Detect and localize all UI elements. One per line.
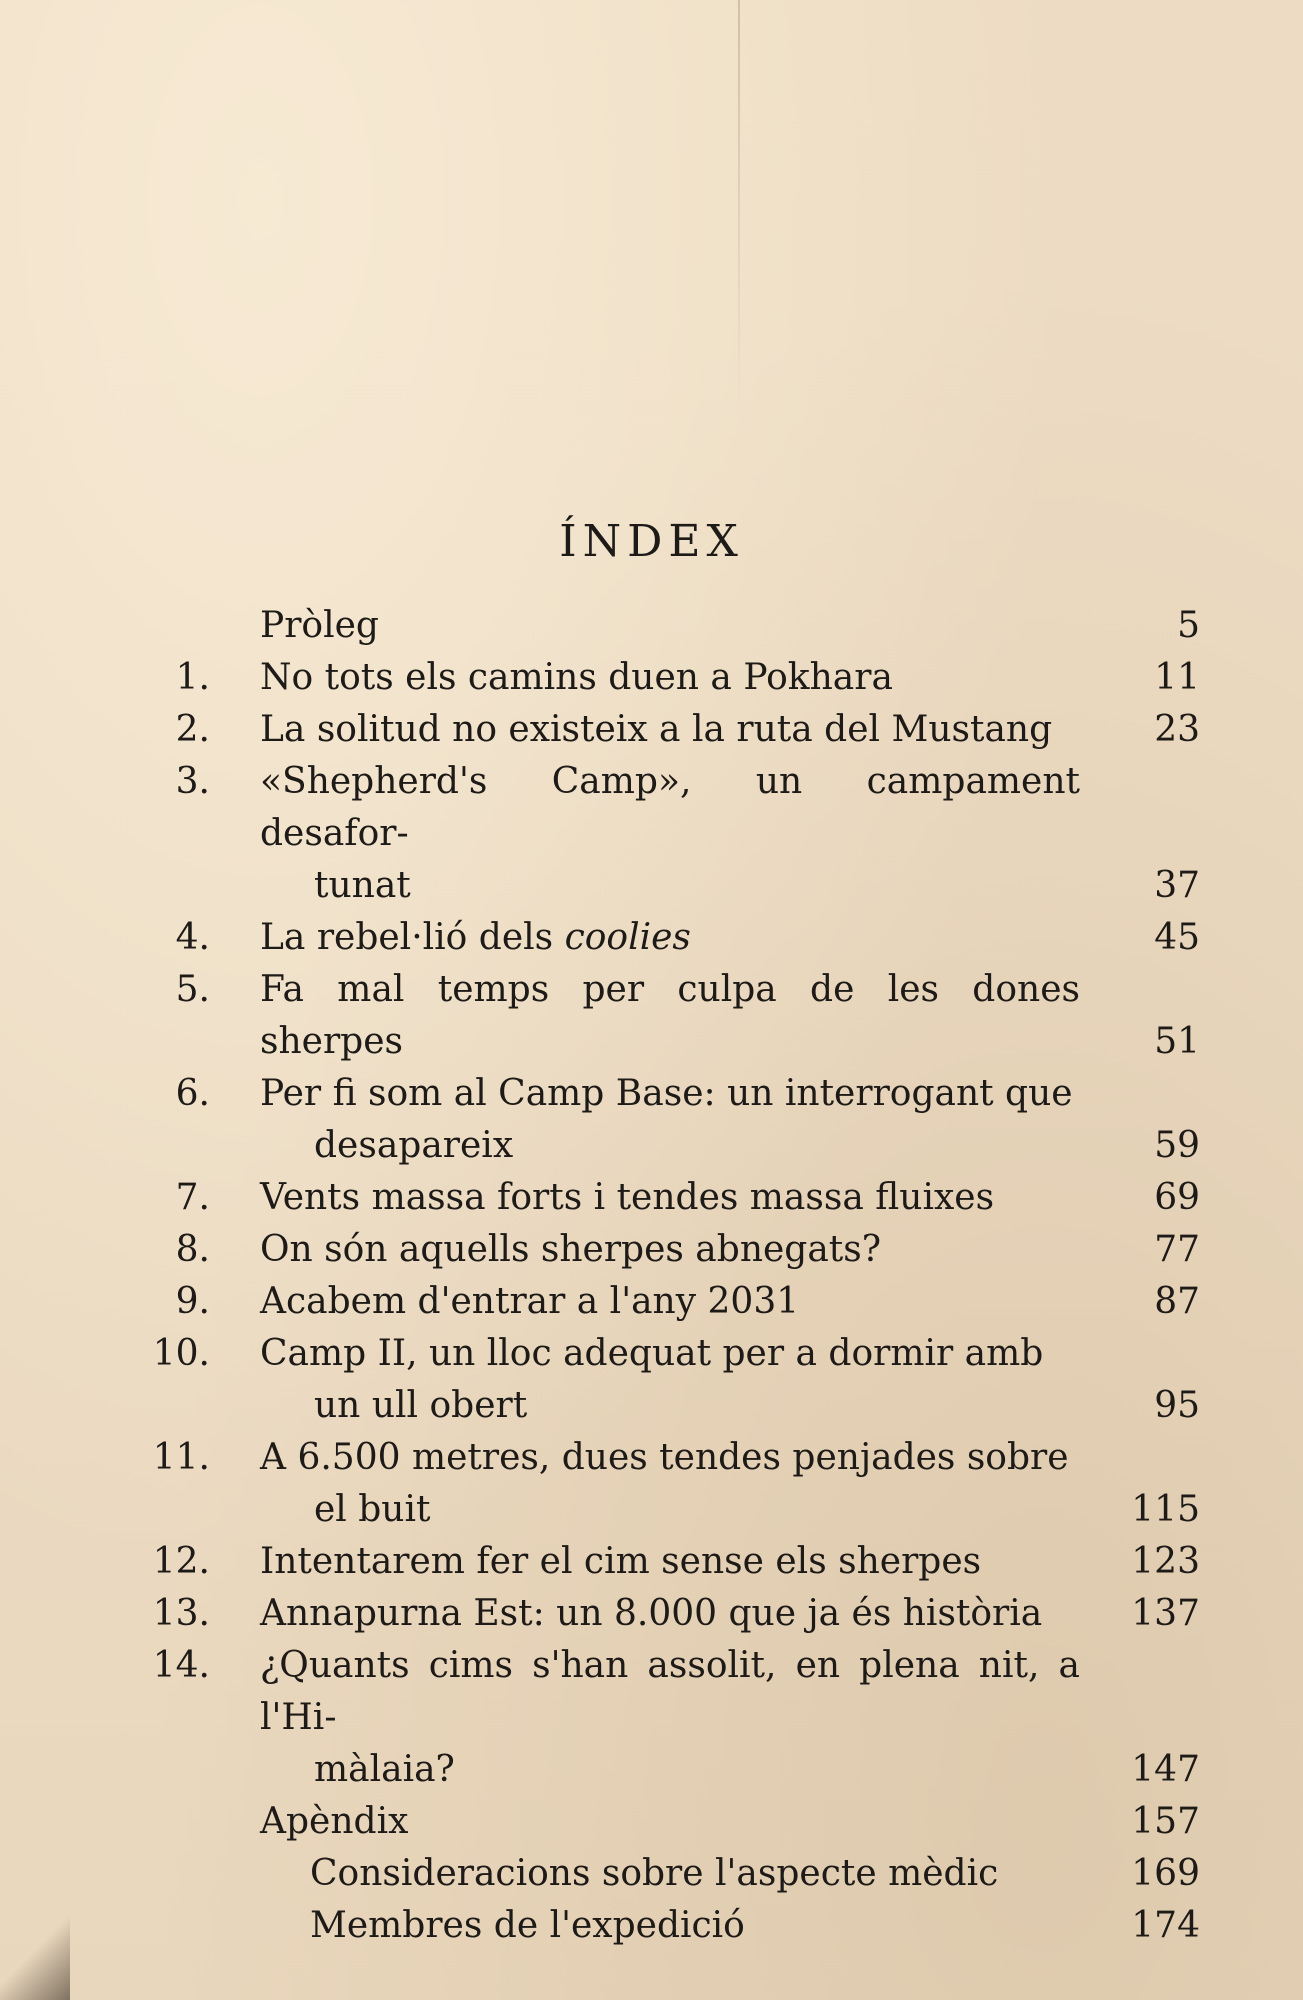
page-corner-shadow <box>0 1880 70 2000</box>
entry-page-number: 174 <box>1131 1905 1200 1946</box>
toc-entry-1 <box>150 652 1200 704</box>
entry-number: 6. <box>175 1073 210 1114</box>
entry-number: 10. <box>152 1333 210 1374</box>
entry-title: ¿Quants cims s'han assolit, en plena nit, a l'Hi- màlaia? <box>260 1640 1080 1796</box>
toc-entry-13 <box>150 1588 1200 1640</box>
toc-entry-medical <box>150 1848 1200 1900</box>
entry-title: Membres de l'expedició <box>310 1905 745 1946</box>
entry-page-number: 115 <box>1131 1489 1200 1530</box>
entry-title: Per fi som al Camp Base: un interrogant que desapareix <box>260 1068 1080 1172</box>
entry-page-number: 157 <box>1131 1801 1200 1842</box>
entry-number: 9. <box>175 1281 210 1322</box>
entry-title-continuation: el buit <box>314 1489 431 1530</box>
entry-number: 8. <box>175 1229 210 1270</box>
entry-title: A 6.500 metres, dues tendes penjades sobre el buit <box>260 1432 1080 1536</box>
entry-title-continuation: desapareix <box>314 1125 514 1166</box>
entry-page-number: 69 <box>1154 1177 1200 1218</box>
toc-entry-2 <box>150 704 1200 756</box>
entry-page-number: 23 <box>1154 709 1200 750</box>
entry-title: Intentarem fer el cim sense els sherpes <box>260 1541 982 1582</box>
index-title: ÍNDEX <box>559 516 744 567</box>
entry-title: On són aquells sherpes abnegats? <box>260 1229 882 1270</box>
table-of-contents <box>150 600 1200 1952</box>
toc-entry-6 <box>150 1068 1200 1172</box>
entry-page-number: 37 <box>1154 865 1200 906</box>
toc-entry-10 <box>150 1328 1200 1432</box>
entry-number: 11. <box>152 1437 210 1478</box>
entry-page-number: 169 <box>1131 1853 1200 1894</box>
entry-title: Vents massa forts i tendes massa fluixes <box>260 1177 995 1218</box>
entry-page-number: 59 <box>1154 1125 1200 1166</box>
entry-number: 2. <box>175 709 210 750</box>
entry-page-number: 87 <box>1154 1281 1200 1322</box>
toc-entry-9 <box>150 1276 1200 1328</box>
entry-number: 13. <box>152 1593 210 1634</box>
entry-page-number: 137 <box>1131 1593 1200 1634</box>
entry-title: Consideracions sobre l'aspecte mèdic <box>310 1853 999 1894</box>
entry-title-continuation: màlaia? <box>314 1749 455 1790</box>
page-fold-line <box>738 0 740 420</box>
toc-entry-14 <box>150 1640 1200 1796</box>
entry-page-number: 123 <box>1131 1541 1200 1582</box>
entry-page-number: 77 <box>1154 1229 1200 1270</box>
entry-title-continuation: un ull obert <box>314 1385 528 1426</box>
entry-number: 5. <box>175 969 210 1010</box>
entry-number: 3. <box>175 761 210 802</box>
toc-entry-3 <box>150 756 1200 912</box>
entry-number: 14. <box>152 1645 210 1686</box>
toc-entry-11 <box>150 1432 1200 1536</box>
entry-title-continuation: tunat <box>314 865 411 906</box>
entry-page-number: 5 <box>1177 605 1200 646</box>
entry-title: «Shepherd's Camp», un campament desafor- tunat <box>260 756 1080 912</box>
entry-title: Pròleg <box>260 605 379 646</box>
entry-number: 12. <box>152 1541 210 1582</box>
entry-page-number: 11 <box>1154 657 1200 698</box>
entry-title: Fa mal temps per culpa de les dones sherpes <box>260 969 1080 1062</box>
entry-title: No tots els camins duen a Pokhara <box>260 657 893 698</box>
entry-page-number: 147 <box>1131 1749 1200 1790</box>
entry-number: 4. <box>175 917 210 958</box>
toc-entry-12 <box>150 1536 1200 1588</box>
entry-title-italic: coolies <box>564 917 691 958</box>
entry-number: 1. <box>175 657 210 698</box>
entry-title: Annapurna Est: un 8.000 que ja és història <box>260 1593 1043 1634</box>
entry-title: Acabem d'entrar a l'any 2031 <box>260 1281 800 1322</box>
entry-title: La rebel·lió dels coolies <box>260 917 691 958</box>
entry-page-number: 51 <box>1154 1021 1200 1062</box>
toc-entry-appendix <box>150 1796 1200 1848</box>
entry-title: La solitud no existeix a la ruta del Mustang <box>260 709 1053 750</box>
entry-number: 7. <box>175 1177 210 1218</box>
toc-entry-5 <box>150 964 1200 1068</box>
entry-page-number: 95 <box>1154 1385 1200 1426</box>
entry-page-number: 45 <box>1154 917 1200 958</box>
entry-title: Camp II, un lloc adequat per a dormir amb un ull obert <box>260 1328 1080 1432</box>
toc-entry-prolog <box>150 600 1200 652</box>
toc-entry-4 <box>150 912 1200 964</box>
toc-entry-members <box>150 1900 1200 1952</box>
entry-title: Apèndix <box>260 1801 409 1842</box>
toc-entry-7 <box>150 1172 1200 1224</box>
toc-entry-8 <box>150 1224 1200 1276</box>
